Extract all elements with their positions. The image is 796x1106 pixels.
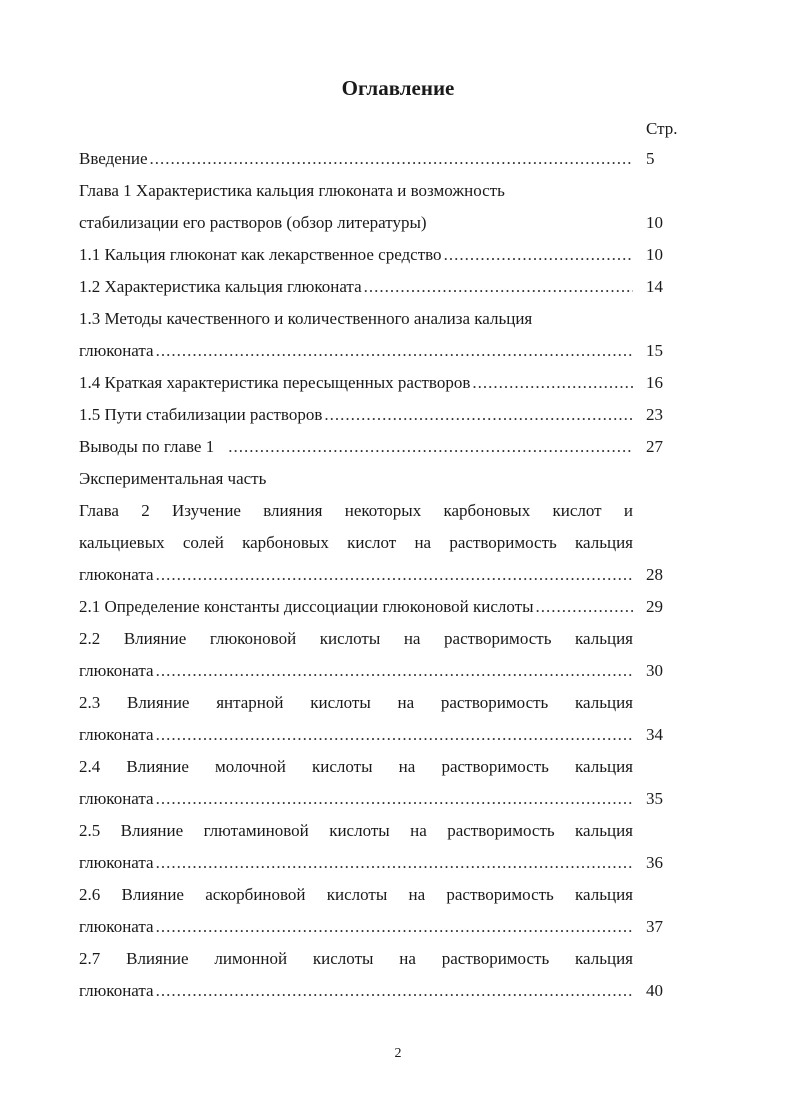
- toc-entry-1-3-cont[interactable]: [79, 338, 633, 364]
- toc-entry-2-3-cont[interactable]: [79, 722, 633, 748]
- toc-entry-text: стабилизации его растворов (обзор литературы): [79, 213, 427, 232]
- toc-entry-text: 1.4 Краткая характеристика пересыщенных растворов: [79, 373, 471, 392]
- toc-page-number: 34: [646, 725, 663, 744]
- toc-page-number: 29: [646, 597, 663, 616]
- toc-entry-conclusions-1[interactable]: [79, 434, 633, 460]
- toc-entry-text: 1.3 Методы качественного и количественного анализа кальция: [79, 309, 533, 328]
- dot-leader: [156, 562, 633, 588]
- page-title: Оглавление: [341, 76, 455, 100]
- toc-entry-2-2-cont[interactable]: [79, 658, 633, 684]
- dot-leader: [536, 594, 633, 620]
- toc-page-number: 28: [646, 565, 663, 584]
- toc-entry-2-4-cont[interactable]: [79, 786, 633, 812]
- toc-entry-2-7-cont[interactable]: [79, 978, 633, 1004]
- toc-page-number: 10: [646, 213, 663, 232]
- dot-leader: [156, 978, 633, 1004]
- footer-page-number: 2: [394, 1046, 402, 1061]
- toc-entry-text: глюконата: [79, 725, 154, 744]
- toc-entry-experimental[interactable]: [79, 466, 633, 492]
- dot-leader: [156, 786, 633, 812]
- toc-entry-2-4[interactable]: 2.4 Влияние молочной кислоты на растворимость кальция: [79, 757, 633, 776]
- toc-entry-text: 1.5 Пути стабилизации растворов: [79, 405, 323, 424]
- toc-entry-text: глюконата: [79, 341, 154, 360]
- toc-page-number: 15: [646, 341, 663, 360]
- dot-leader: [156, 722, 633, 748]
- toc-entry-text: глюконата: [79, 981, 154, 1000]
- toc-entry-2-6[interactable]: 2.6 Влияние аскорбиновой кислоты на растворимость кальция: [79, 885, 633, 904]
- toc-entry-chapter-1[interactable]: [79, 178, 633, 204]
- toc-page-number: 16: [646, 373, 663, 392]
- toc-entry-chapter-2[interactable]: Глава 2 Изучение влияния некоторых карбоновых кислот и: [79, 501, 633, 520]
- dot-leader: [472, 370, 633, 396]
- toc-page-number: 5: [646, 149, 655, 168]
- toc-entry-2-5[interactable]: 2.5 Влияние глютаминовой кислоты на растворимость кальция: [79, 821, 633, 840]
- dot-leader: [156, 850, 633, 876]
- dot-leader: [156, 338, 633, 364]
- toc-entry-text: 1.2 Характеристика кальция глюконата: [79, 277, 362, 296]
- toc-entry-text: глюконата: [79, 789, 154, 808]
- toc-entry-text: 2.1 Определение константы диссоциации глюконовой кислоты: [79, 597, 534, 616]
- toc-page-number: 30: [646, 661, 663, 680]
- dot-leader: [150, 146, 633, 172]
- dot-leader: [324, 402, 633, 428]
- toc-entry-chapter-2-cont[interactable]: кальциевых солей карбоновых кислот на растворимость кальция: [79, 533, 633, 552]
- toc-page-number: 36: [646, 853, 663, 872]
- dot-leader: [364, 274, 633, 300]
- toc-entry-text: глюконата: [79, 853, 154, 872]
- toc-entry-text: 1.1 Кальция глюконат как лекарственное средство: [79, 245, 442, 264]
- dot-leader: [156, 914, 633, 940]
- toc-entry-2-7[interactable]: 2.7 Влияние лимонной кислоты на растворимость кальция: [79, 949, 633, 968]
- toc-entry-text: глюконата: [79, 661, 154, 680]
- toc-entry-1-5[interactable]: [79, 402, 633, 428]
- dot-leader: [156, 658, 633, 684]
- toc-page-number: 14: [646, 277, 663, 296]
- toc-entry-text: глюконата: [79, 917, 154, 936]
- toc-page-number: 23: [646, 405, 663, 424]
- toc-page-number: 37: [646, 917, 663, 936]
- dot-leader: [228, 434, 633, 460]
- toc-entry-2-3[interactable]: 2.3 Влияние янтарной кислоты на растворимость кальция: [79, 693, 633, 712]
- toc-entry-2-2[interactable]: 2.2 Влияние глюконовой кислоты на растворимость кальция: [79, 629, 633, 648]
- toc-entry-1-2[interactable]: [79, 274, 633, 300]
- toc-entry-text: Глава 1 Характеристика кальция глюконата и возможность: [79, 181, 505, 200]
- toc-entry-1-1[interactable]: [79, 242, 633, 268]
- toc-page-number: 35: [646, 789, 663, 808]
- toc-entry-text: Выводы по главе 1: [79, 437, 215, 456]
- toc-entry-chapter-2-end[interactable]: [79, 562, 633, 588]
- toc-page-number: 10: [646, 245, 663, 264]
- toc-entry-text: глюконата: [79, 565, 154, 584]
- toc-entry-introduction[interactable]: [79, 146, 633, 172]
- toc-entry-2-5-cont[interactable]: [79, 850, 633, 876]
- toc-entry-2-1[interactable]: [79, 594, 633, 620]
- dot-leader: [444, 242, 633, 268]
- toc-page-number: 40: [646, 981, 663, 1000]
- page-column-label: Стр.: [646, 119, 678, 138]
- toc-entry-1-3[interactable]: [79, 306, 633, 332]
- toc-entry-text: Экспериментальная часть: [79, 469, 267, 488]
- toc-entry-2-6-cont[interactable]: [79, 914, 633, 940]
- toc-page-number: 27: [646, 437, 663, 456]
- toc-entry-chapter-1-cont[interactable]: [79, 210, 633, 236]
- toc-entry-1-4[interactable]: [79, 370, 633, 396]
- toc-entry-text: Введение: [79, 149, 148, 168]
